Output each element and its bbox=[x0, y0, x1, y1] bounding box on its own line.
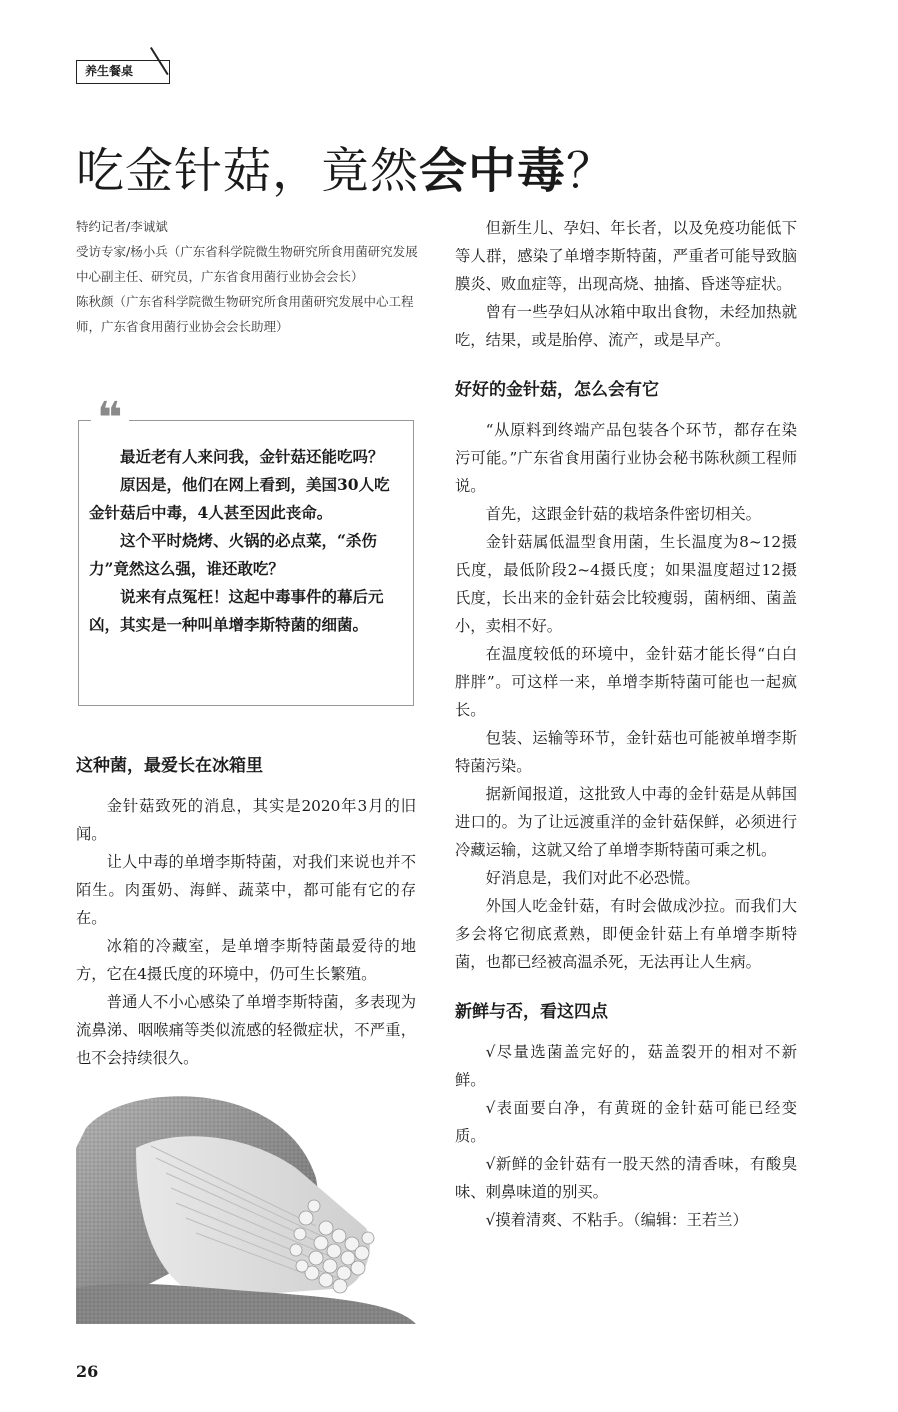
byline bbox=[76, 214, 422, 339]
body-paragraph: 据新闻报道，这批致人中毒的金针菇是从韩国进口的。为了让远渡重洋的金针菇保鲜，必须进行冷藏运输，这就又给了单增李斯特菌可乘之机。 bbox=[455, 785, 797, 859]
intro-quote-text bbox=[89, 443, 401, 639]
body-paragraph: 在温度较低的环境中，金针菇才能长得“白白胖胖”。可这样一来，单增李斯特菌可能也一起疯长。 bbox=[455, 645, 797, 719]
byline-expert-1: 受访专家/杨小兵（广东省科学院微生物研究所食用菌研究发展中心副主任、研究员，广东省食用菌行业协会会长） bbox=[76, 244, 418, 284]
title-part-3: ？ bbox=[566, 143, 616, 199]
body-paragraph: 金针菇属低温型食用菌，生长温度为8~12摄氏度，最低阶段2~4摄氏度；如果温度超过12摄氏度，长出来的金针菇会比较瘦弱，菌柄细、菌盖小，卖相不好。 bbox=[455, 533, 797, 635]
quote-paragraph: 这个平时烧烤、火锅的必点菜，“杀伤力”竟然这么强，谁还敢吃？ bbox=[89, 531, 377, 578]
section-heading-freshness: 新鲜与否，看这四点 bbox=[455, 1002, 608, 1022]
quote-mark-icon: ❝ bbox=[91, 399, 129, 439]
section-body-freshness bbox=[455, 1038, 797, 1234]
title-part-2: 会中毒 bbox=[419, 143, 567, 199]
checklist-item: √新鲜的金针菇有一股天然的清香味，有酸臭味、刺鼻味道的别买。 bbox=[455, 1155, 797, 1201]
body-paragraph: 外国人吃金针菇，有时会做成沙拉。而我们大多会将它彻底煮熟，即便金针菇上有单增李斯特菌，也都已经被高温杀死，无法再让人生病。 bbox=[455, 897, 797, 971]
quote-paragraph: 原因是，他们在网上看到，美国30人吃金针菇后中毒，4人甚至因此丧命。 bbox=[89, 475, 390, 522]
checklist-item: √表面要白净，有黄斑的金针菇可能已经变质。 bbox=[455, 1099, 797, 1145]
body-paragraph: 包装、运输等环节，金针菇也可能被单增李斯特菌污染。 bbox=[455, 729, 797, 775]
byline-expert-2: 陈秋颜（广东省科学院微生物研究所食用菌研究发展中心工程师，广东省食用菌行业协会会长助理） bbox=[76, 294, 414, 334]
checklist-item: √尽量选菌盖完好的，菇盖裂开的相对不新鲜。 bbox=[455, 1043, 797, 1089]
enoki-mushroom-photo bbox=[76, 1088, 416, 1324]
body-paragraph: 冰箱的冷藏室，是单增李斯特菌最爱待的地方，它在4摄氏度的环境中，仍可生长繁殖。 bbox=[76, 937, 416, 983]
section-heading-cause: 好好的金针菇，怎么会有它 bbox=[455, 380, 659, 400]
intro-quote-box bbox=[78, 393, 414, 706]
page-number: 26 bbox=[76, 1362, 99, 1381]
section-tag: 养生餐桌 bbox=[76, 60, 170, 84]
body-paragraph: 但新生儿、孕妇、年长者，以及免疫功能低下等人群，感染了单增李斯特菌，严重者可能导致脑膜炎、败血症等，出现高烧、抽搐、昏迷等症状。 bbox=[455, 219, 797, 293]
section-heading-fridge: 这种菌，最爱长在冰箱里 bbox=[76, 756, 263, 776]
title-part-1: 吃金针菇，竟然 bbox=[76, 143, 420, 199]
section-body-fridge bbox=[76, 792, 416, 1072]
section-body-cause bbox=[455, 416, 797, 976]
body-paragraph: 首先，这跟金针菇的栽培条件密切相关。 bbox=[485, 505, 761, 523]
quote-paragraph: 最近老有人来问我，金针菇还能吃吗？ bbox=[120, 447, 384, 466]
article-title bbox=[76, 132, 615, 201]
right-column bbox=[455, 214, 797, 1234]
body-paragraph: “从原料到终端产品包装各个环节，都存在染污可能。”广东省食用菌行业协会秘书陈秋颜工程师说。 bbox=[455, 421, 797, 495]
left-column bbox=[76, 752, 416, 1072]
body-paragraph: 金针菇致死的消息，其实是2020年3月的旧闻。 bbox=[76, 797, 416, 843]
body-paragraph: 好消息是，我们对此不必恐慌。 bbox=[485, 869, 700, 887]
body-paragraph: 曾有一些孕妇从冰箱中取出食物，未经加热就吃，结果，或是胎停、流产，或是早产。 bbox=[455, 303, 797, 349]
enoki-mushroom-illustration bbox=[76, 1088, 416, 1324]
quote-paragraph: 说来有点冤枉！这起中毒事件的幕后元凶，其实是一种叫单增李斯特菌的细菌。 bbox=[89, 587, 384, 634]
body-paragraph: 让人中毒的单增李斯特菌，对我们来说也并不陌生。肉蛋奶、海鲜、蔬菜中，都可能有它的存在。 bbox=[76, 853, 416, 927]
checklist-item: √摸着清爽、不粘手。（编辑：王若兰） bbox=[485, 1211, 748, 1229]
byline-reporter: 特约记者/李诚斌 bbox=[76, 219, 168, 234]
body-paragraph: 普通人不小心感染了单增李斯特菌，多表现为流鼻涕、咽喉痛等类似流感的轻微症状，不严重，也不会持续很久。 bbox=[76, 993, 416, 1067]
right-intro-body bbox=[455, 214, 797, 354]
